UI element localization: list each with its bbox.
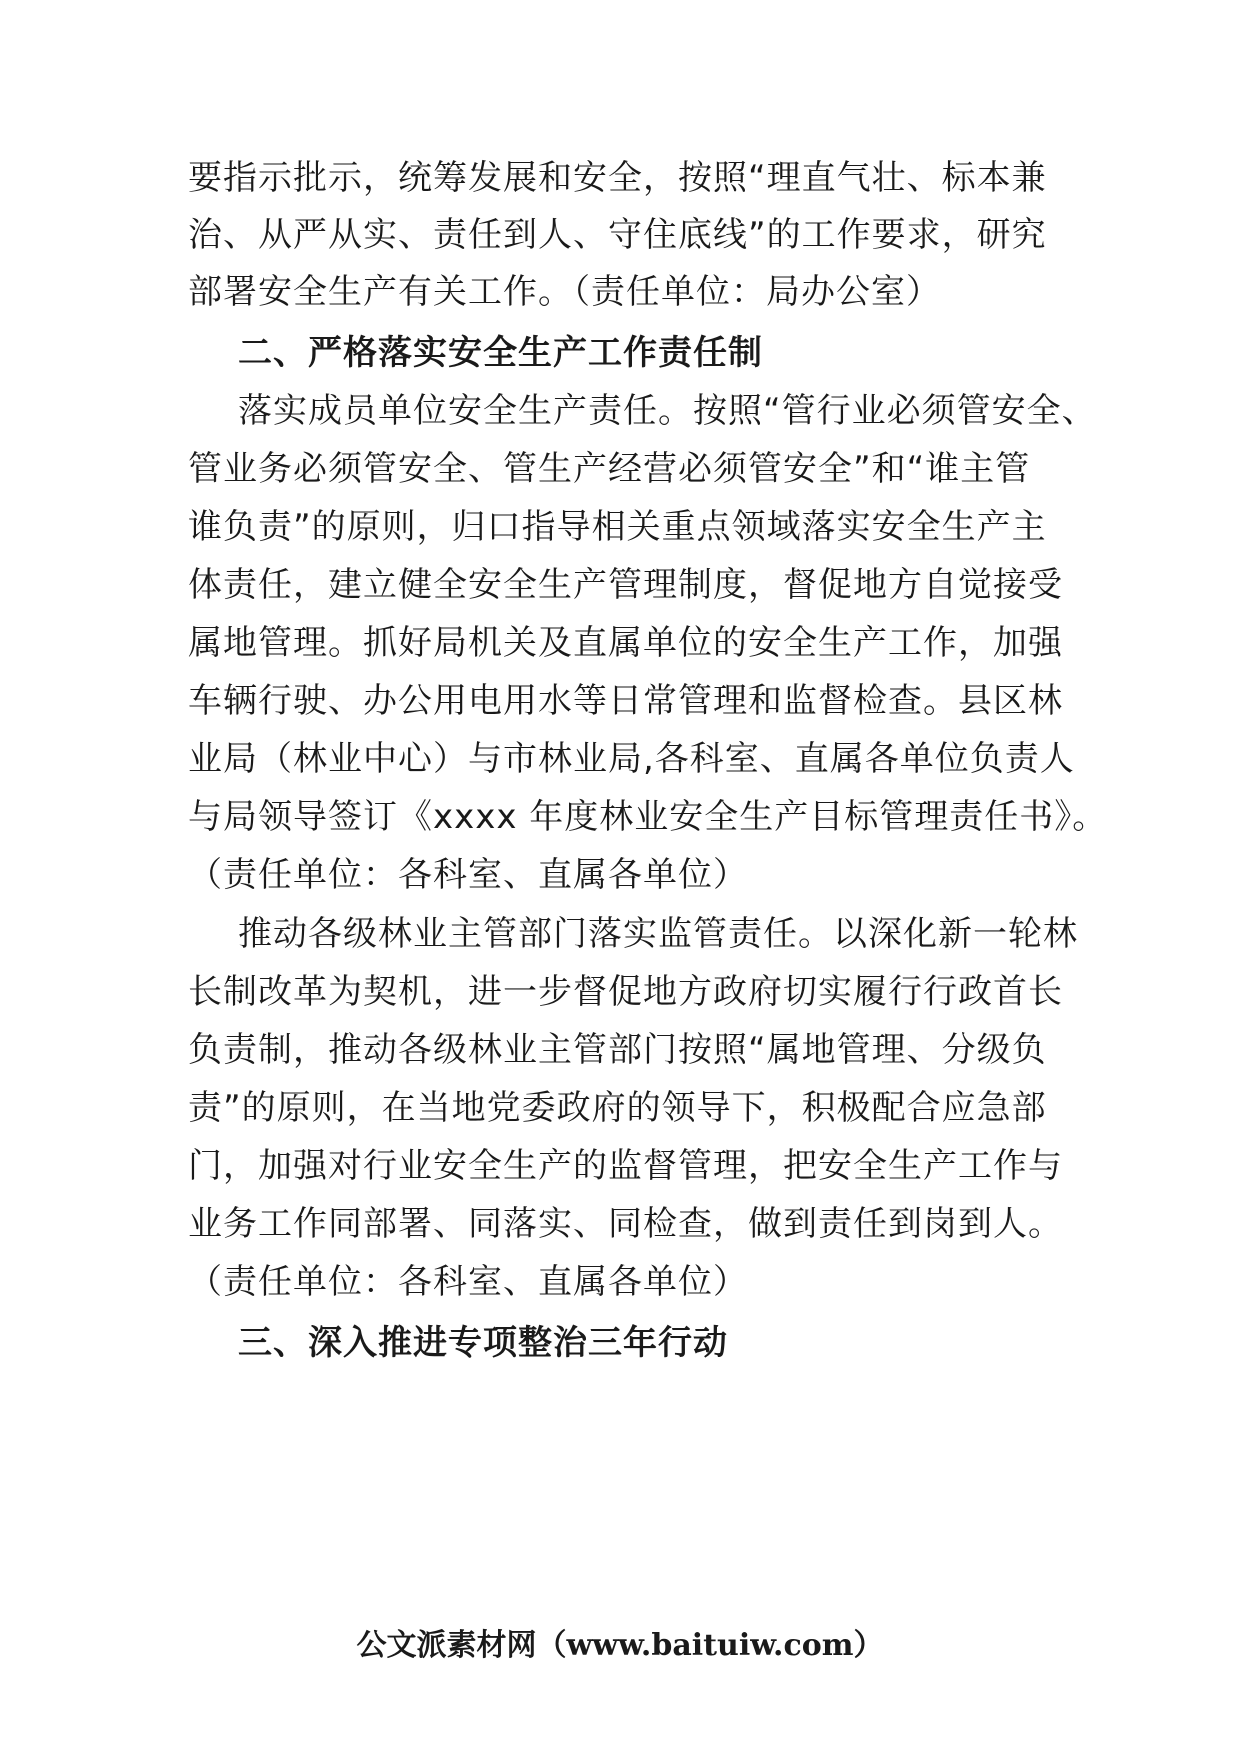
paragraph-two-line-3: 负责制，推动各级林业主管部门按照“属地管理、分级负 — [188, 1030, 1047, 1070]
intro-line-1: 要指示批示，统筹发展和安全，按照“理直气壮、标本兼 — [188, 158, 1047, 198]
paragraph-two-line-1: 推动各级林业主管部门落实监管责任。以深化新一轮林 — [238, 914, 1078, 954]
footer-watermark: 公文派素材网（www.baituiw.com） — [356, 1628, 884, 1663]
paragraph-one-line-6: 车辆行驶、办公用电用水等日常管理和监督检查。县区林 — [188, 681, 1063, 721]
paragraph-one-line-3: 谁负责”的原则，归口指导相关重点领域落实安全生产主 — [188, 507, 1047, 547]
intro-line-2: 治、从严从实、责任到人、守住底线”的工作要求，研究 — [188, 215, 1047, 255]
paragraph-one-line-2: 管业务必须管安全、管生产经营必须管安全”和“谁主管 — [188, 449, 1031, 489]
paragraph-one-line-7: 业局（林业中心）与市林业局,各科室、直属各单位负责人 — [188, 739, 1075, 779]
paragraph-two-line-7: （责任单位：各科室、直属各单位） — [188, 1262, 748, 1302]
section-three-heading: 三、深入推进专项整治三年行动 — [238, 1323, 728, 1363]
paragraph-one-line-4: 体责任，建立健全安全生产管理制度，督促地方自觉接受 — [188, 565, 1063, 605]
paragraph-two-line-5: 门，加强对行业安全生产的监督管理，把安全生产工作与 — [188, 1146, 1063, 1186]
paragraph-one-line-5: 属地管理。抓好局机关及直属单位的安全生产工作，加强 — [188, 623, 1063, 663]
paragraph-two-line-4: 责”的原则，在当地党委政府的领导下，积极配合应急部 — [188, 1088, 1047, 1128]
intro-line-3: 部署安全生产有关工作。（责任单位：局办公室） — [188, 272, 941, 312]
paragraph-one-line-8: 与局领导签订《xxxx 年度林业安全生产目标管理责任书》。 — [188, 797, 1108, 837]
section-two-heading: 二、严格落实安全生产工作责任制 — [238, 333, 763, 373]
paragraph-two-line-2: 长制改革为契机，进一步督促地方政府切实履行行政首长 — [188, 972, 1063, 1012]
paragraph-one-line-1: 落实成员单位安全生产责任。按照“管行业必须管安全、 — [238, 391, 1097, 431]
paragraph-one-line-9: （责任单位：各科室、直属各单位） — [188, 855, 748, 895]
paragraph-two-line-6: 业务工作同部署、同落实、同检查，做到责任到岗到人。 — [188, 1204, 1063, 1244]
